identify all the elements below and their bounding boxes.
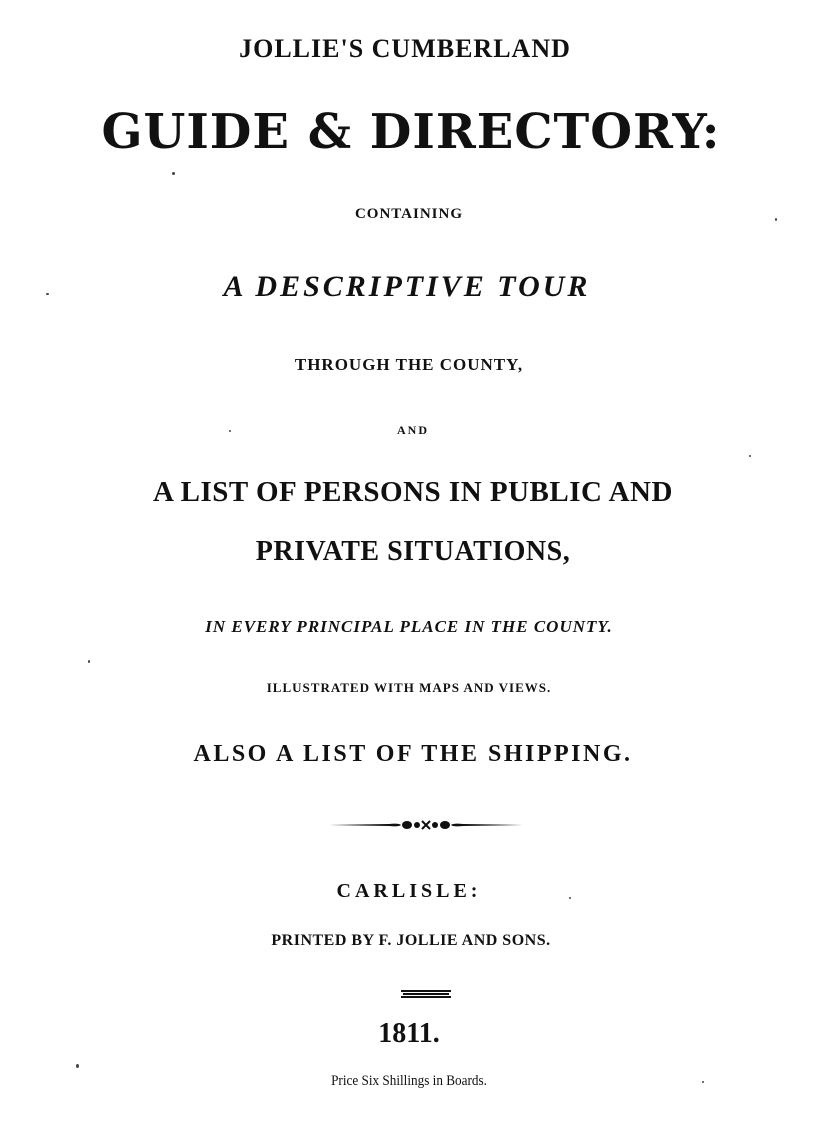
price-line: Price Six Shillings in Boards. <box>331 1073 487 1089</box>
shipping-line: ALSO A LIST OF THE SHIPPING. <box>193 741 633 767</box>
and-line: AND <box>397 423 429 437</box>
through-line: THROUGH THE COUNTY, <box>294 355 524 374</box>
paper-speck <box>172 172 175 175</box>
main-title: GUIDE & DIRECTORY: <box>101 104 721 160</box>
paper-speck <box>88 660 90 663</box>
paper-speck <box>229 430 231 432</box>
tour-line: A DESCRIPTIVE TOUR <box>223 270 591 303</box>
ornament-divider <box>329 818 523 832</box>
list-line-2: PRIVATE SITUATIONS, <box>255 536 571 567</box>
paper-speck <box>46 293 49 295</box>
header-line: JOLLIE'S CUMBERLAND <box>239 34 571 63</box>
illustrated-line: ILLUSTRATED WITH MAPS AND VIEWS. <box>266 680 552 695</box>
paper-speck <box>569 897 571 899</box>
paper-speck <box>76 1064 79 1068</box>
containing-line: CONTAINING <box>354 206 464 222</box>
printer-line: PRINTED BY F. JOLLIE AND SONS. <box>271 932 551 949</box>
paper-speck <box>749 455 751 457</box>
paper-speck <box>775 218 777 221</box>
year-line: 1811. <box>378 1018 440 1049</box>
small-rule <box>401 990 451 998</box>
paper-speck <box>702 1081 704 1083</box>
list-line-1: A LIST OF PERSONS IN PUBLIC AND <box>153 476 673 508</box>
every-place-line: IN EVERY PRINCIPAL PLACE IN THE COUNTY. <box>205 617 613 636</box>
place-line: CARLISLE: <box>336 880 482 902</box>
